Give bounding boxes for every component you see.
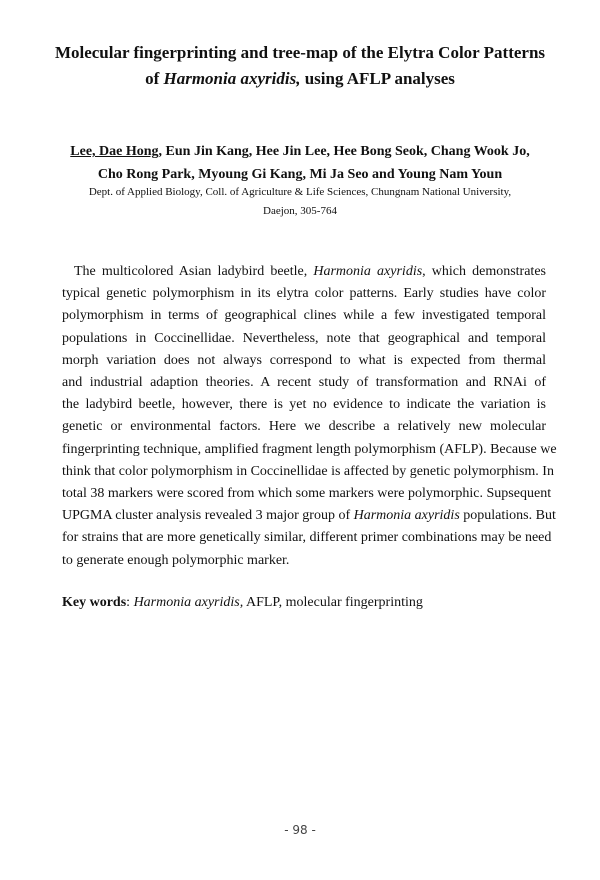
abstract-line xyxy=(62,261,546,283)
author-list xyxy=(60,140,540,186)
abstract-line: the ladybird beetle, however, there is yet no evidence to indicate the variation is xyxy=(62,397,546,413)
affiliation-line-2: Daejon, 305-764 xyxy=(263,205,337,217)
title-line-1: Molecular fingerprinting and tree-map of the Elytra Color Patterns xyxy=(54,43,546,62)
abstract-line: morph variation does not always correspond to what is expected from thermal xyxy=(62,352,546,368)
title-using: using AFLP analyses xyxy=(300,69,455,88)
keywords-rest: AFLP, molecular fingerprinting xyxy=(243,595,423,610)
co-authors-1: , Eun Jin Kang, Hee Jin Lee, Hee Bong Seok, Chang Wook Jo, xyxy=(158,144,530,159)
keywords-sep: : xyxy=(126,595,134,610)
abstract-line: and industrial adaption theories. A recent study of transformation and RNAi of xyxy=(62,375,546,391)
page-number: - 98 - xyxy=(284,823,316,837)
abstract-line: think that color polymorphism in Coccinellidae is affected by genetic polymorphism. In xyxy=(62,463,554,479)
abstract-line: to generate enough polymorphic marker. xyxy=(62,552,290,568)
paper-title xyxy=(40,40,560,92)
abstract-body xyxy=(62,261,557,572)
abstract-text: , which demonstrates xyxy=(422,264,546,279)
species-name: Harmonia axyridis xyxy=(313,264,423,279)
authors-line-2: Cho Rong Park, Myoung Gi Kang, Mi Ja Seo and Young Nam Youn xyxy=(97,167,503,182)
abstract-line: fingerprinting technique, amplified fragment length polymorphism (AFLP). Because we xyxy=(62,441,557,457)
presenting-author: Lee, Dae Hong xyxy=(70,144,159,159)
abstract-line: typical genetic polymorphism in its elytra color patterns. Early studies have color xyxy=(62,286,546,302)
species-name: Harmonia axyridis xyxy=(353,508,460,524)
keywords-label: Key words xyxy=(62,595,127,610)
abstract-line: polymorphism in terms of geographical clines while a few investigated temporal xyxy=(62,308,546,324)
abstract-line: populations in Coccinellidae. Nevertheless, note that geographical and temporal xyxy=(62,330,546,346)
keywords xyxy=(62,592,546,614)
title-line-2 xyxy=(40,66,560,92)
abstract-text: populations. But xyxy=(459,508,556,524)
keywords-species: Harmonia axyridis, xyxy=(133,595,244,610)
affiliation xyxy=(50,183,550,221)
abstract-line: total 38 markers were scored from which some markers were polymorphic. Supsequent xyxy=(62,486,552,502)
abstract-text: UPGMA cluster analysis revealed 3 major group of xyxy=(62,508,354,524)
abstract-line: for strains that are more genetically similar, different primer combinations may be need xyxy=(62,530,552,546)
abstract-line: genetic or environmental factors. Here we describe a relatively new molecular xyxy=(62,419,546,435)
abstract-line xyxy=(62,505,556,527)
affiliation-line-1: Dept. of Applied Biology, Coll. of Agriculture & Life Sciences, Chungnam National University, xyxy=(88,186,512,198)
title-of: of xyxy=(145,69,164,88)
authors-line-1 xyxy=(60,140,540,163)
title-species: Harmonia axyridis, xyxy=(163,69,301,88)
abstract-text: The multicolored Asian ladybird beetle, xyxy=(74,264,314,279)
